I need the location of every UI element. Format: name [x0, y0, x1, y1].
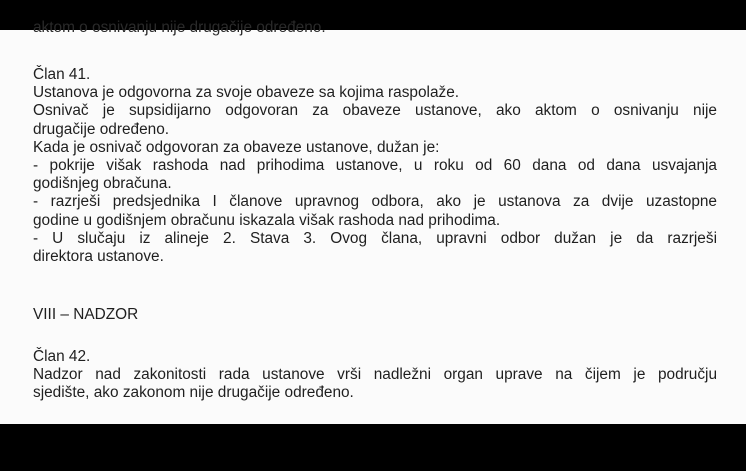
cut-off-text-line: aktom o osnivanju nije drugačije određeno. — [33, 19, 326, 36]
article-42-heading: Član 42. — [33, 348, 91, 365]
article-41-line: drugačije određeno. — [33, 120, 170, 138]
article-42-line: Nadzor nad zakonitosti rada ustanove vrši nadležni organ uprave na čijem je području — [33, 366, 717, 384]
section-heading-nadzor: VIII – NADZOR — [33, 306, 139, 323]
article-42 — [33, 348, 717, 403]
article-41-heading: Član 41. — [33, 66, 91, 83]
article-41-line: Ustanova je odgovorna za svoje obaveze sa kojima raspolaže. — [33, 84, 460, 102]
document-page — [0, 19, 746, 424]
article-42-line: sjedište, ako zakonom nije drugačije određeno. — [33, 384, 354, 402]
article-41-line: - razrješi predsjednika I članove upravnog odbora, ako je ustanova za dvije uzastopne — [33, 193, 717, 211]
article-41-line: direktora ustanove. — [33, 248, 164, 266]
article-41-line: - pokrije višak rashoda nad prihodima ustanove, u roku od 60 dana od dana usvajanja — [33, 157, 717, 175]
article-41-line: - U slučaju iz alineje 2. Stava 3. Ovog člana, upravni odbor dužan je da razrješi — [33, 229, 717, 247]
article-41-line: Osnivač je supsidijarno odgovoran za obaveze ustanove, ako aktom o osnivanju nije — [33, 102, 717, 120]
article-41-line: godine u godišnjem obračunu iskazala višak rashoda nad prihodima. — [33, 211, 501, 229]
article-41-line: Kada je osnivač odgovoran za obaveze ustanove, dužan je: — [33, 138, 440, 156]
article-41-line: godišnjeg obračuna. — [33, 175, 172, 193]
article-41 — [33, 66, 717, 266]
